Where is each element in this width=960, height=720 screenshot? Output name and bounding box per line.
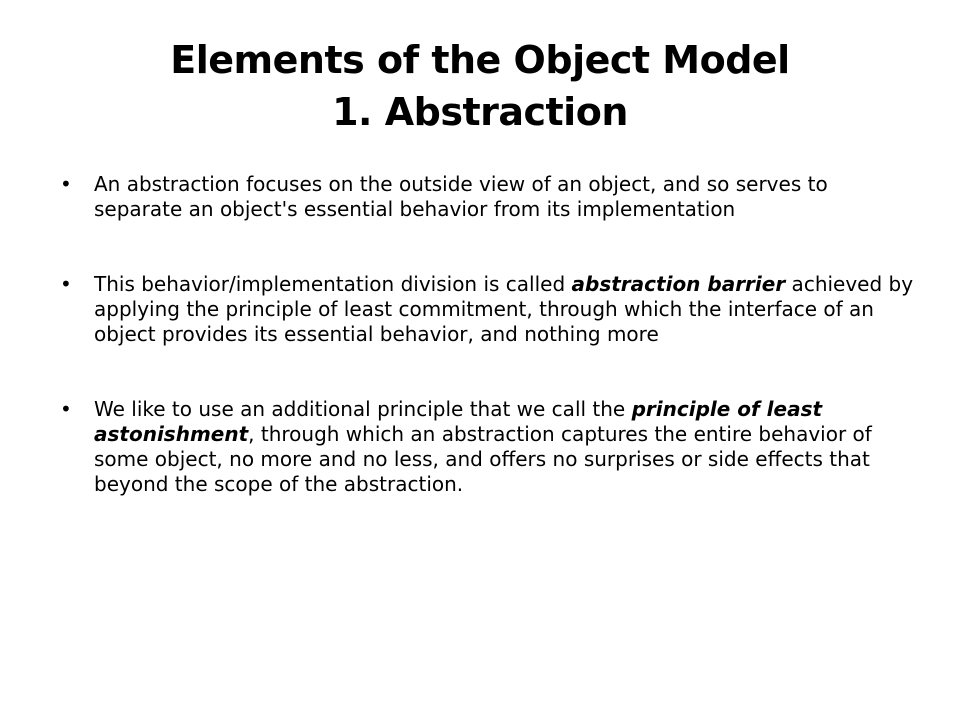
bullet-item-2 [60, 272, 920, 347]
slide-title [60, 34, 900, 138]
bullet-item-1 [60, 172, 920, 222]
slide-title-line-2: 1. Abstraction [332, 90, 628, 134]
bullet-item-3 [60, 397, 920, 497]
slide-title-line-1: Elements of the Object Model [170, 38, 790, 82]
bullet-text-after: , through which an abstraction captures the entire behavior of some object, no more and no less, and offers no surprises or side effects that beyond the scope of the abstraction. [94, 422, 872, 496]
bullet-text-before: This behavior/implementation division is called [94, 272, 572, 296]
bullet-emphasis: abstraction barrier [571, 272, 786, 296]
bullet-text-before: We like to use an additional principle that we call the [94, 397, 632, 421]
bullet-text-after: achieved by applying the principle of least commitment, through which the interface of an object provides its essential behavior, and nothing more [94, 272, 914, 346]
bullet-emphasis: principle of least astonishment [94, 397, 823, 446]
bullet-text: An abstraction focuses on the outside view of an object, and so serves to separate an object's essential behavior from its implementation [94, 172, 828, 221]
bullet-list [60, 172, 920, 547]
